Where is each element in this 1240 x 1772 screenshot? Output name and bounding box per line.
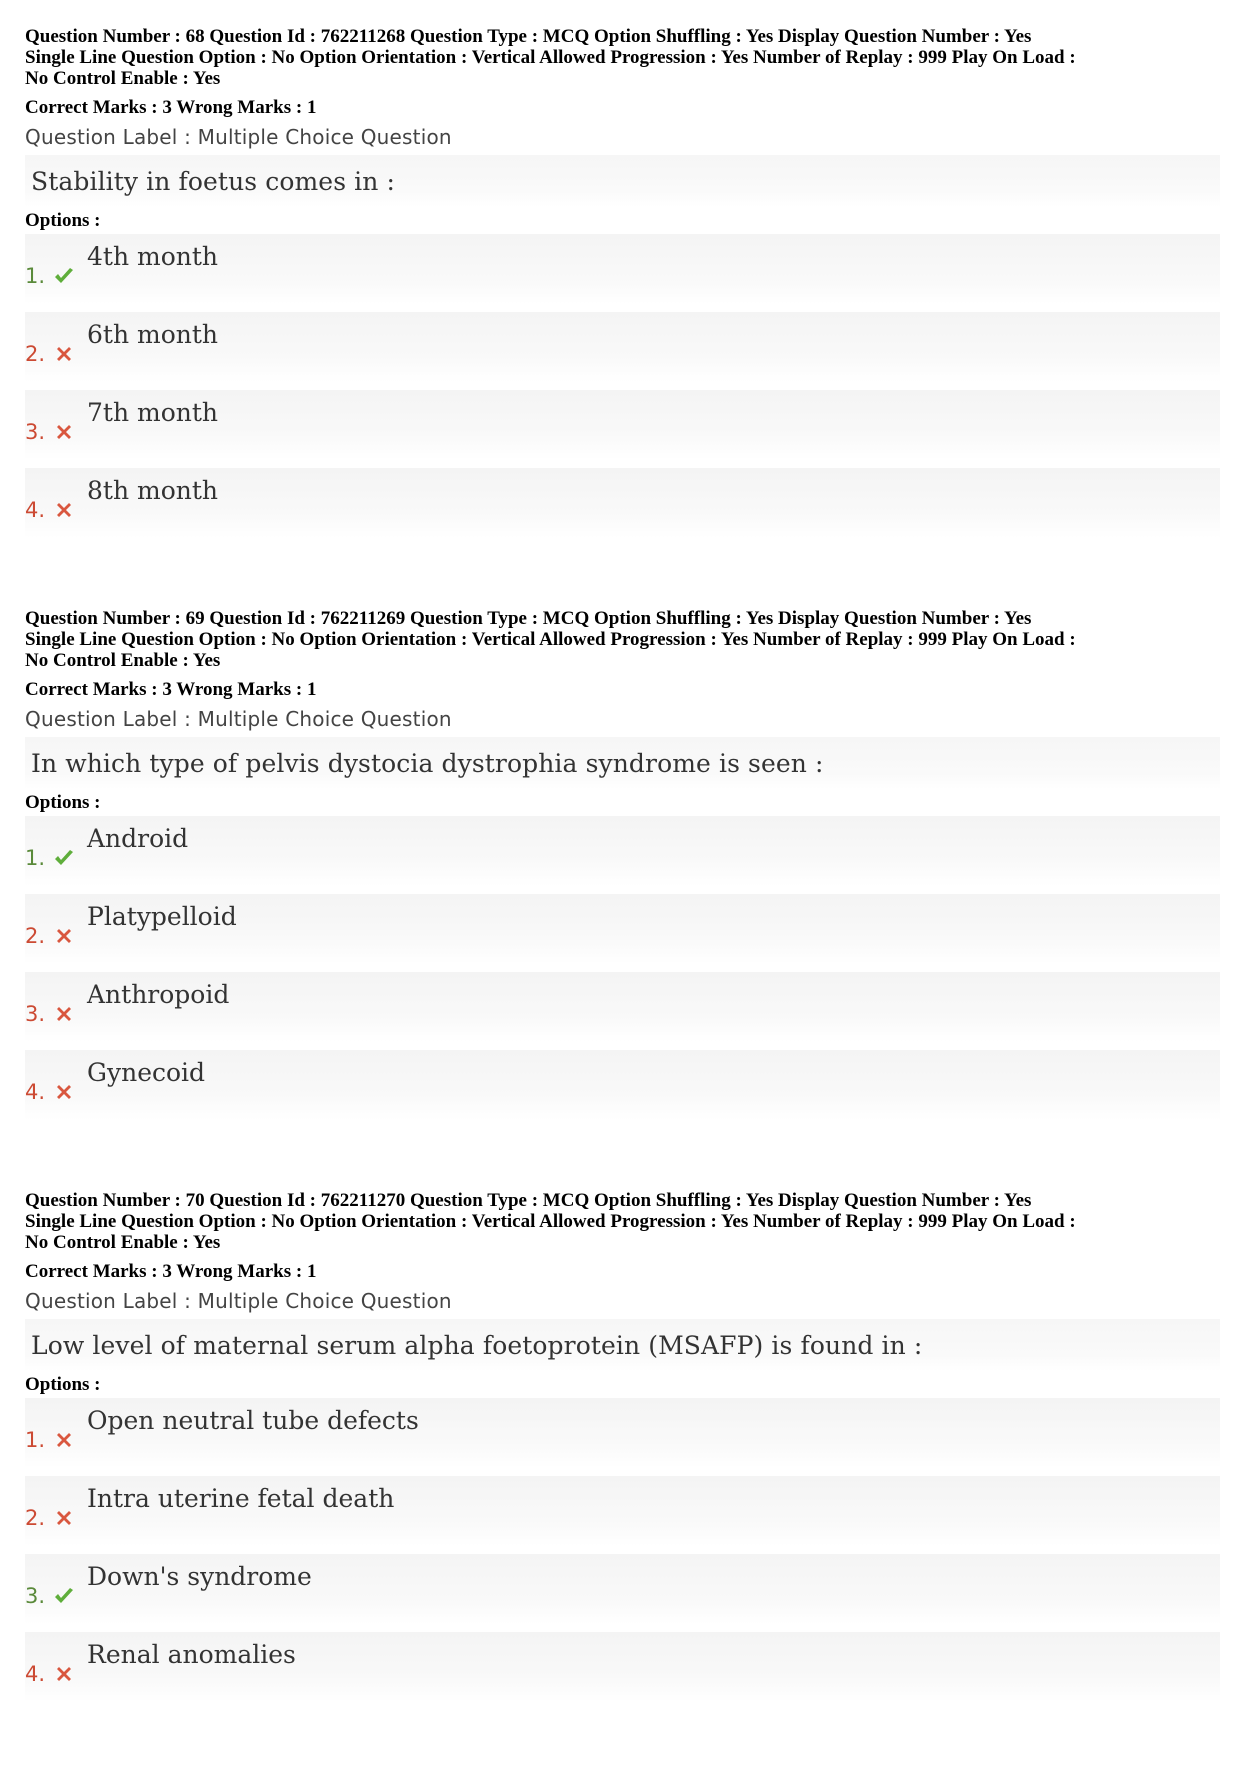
question-text: Stability in foetus comes in : — [31, 166, 396, 196]
cross-icon — [52, 1506, 76, 1530]
option-text: Renal anomalies — [87, 1640, 296, 1669]
question-meta — [25, 26, 1220, 89]
cross-icon — [52, 1080, 76, 1104]
option-item[interactable] — [25, 972, 1220, 1050]
question-marks: Correct Marks : 3 Wrong Marks : 1 — [25, 97, 317, 118]
option-item[interactable] — [25, 390, 1220, 468]
option-item[interactable] — [25, 468, 1220, 546]
cross-icon — [52, 1002, 76, 1026]
question-marks: Correct Marks : 3 Wrong Marks : 1 — [25, 1261, 317, 1282]
option-item[interactable] — [25, 1632, 1220, 1710]
option-number: 4. — [25, 1080, 46, 1104]
option-number: 4. — [25, 498, 46, 522]
option-text: Gynecoid — [87, 1058, 206, 1087]
question-meta-line: No Control Enable : Yes — [25, 68, 221, 89]
question-meta-line: Question Number : 70 Question Id : 762211270 Question Type : MCQ Option Shuffling : Yes Display Question Number : Yes — [25, 1190, 1032, 1211]
option-number: 1. — [25, 264, 46, 288]
question-block — [25, 608, 1220, 1190]
option-item[interactable] — [25, 1476, 1220, 1554]
option-number: 2. — [25, 924, 46, 948]
option-item[interactable] — [25, 234, 1220, 312]
option-number: 1. — [25, 846, 46, 870]
option-number: 1. — [25, 1428, 46, 1452]
option-item[interactable] — [25, 816, 1220, 894]
check-icon — [52, 1584, 76, 1608]
option-item[interactable] — [25, 1398, 1220, 1476]
option-text: 7th month — [87, 398, 219, 427]
options-label: Options : — [25, 1374, 101, 1395]
option-text: 6th month — [87, 320, 219, 349]
option-item[interactable] — [25, 1050, 1220, 1128]
question-meta-line: Single Line Question Option : No Option Orientation : Vertical Allowed Progression : Yes Number of Replay : 999 Play On Load : — [25, 629, 1076, 650]
cross-icon — [52, 342, 76, 366]
question-text-box — [25, 1319, 1220, 1371]
question-meta-line: Single Line Question Option : No Option Orientation : Vertical Allowed Progression : Yes Number of Replay : 999 Play On Load : — [25, 1211, 1076, 1232]
option-number: 3. — [25, 1584, 46, 1608]
option-number: 3. — [25, 420, 46, 444]
question-meta-line: No Control Enable : Yes — [25, 1232, 221, 1253]
question-block — [25, 1190, 1220, 1772]
question-label: Question Label : Multiple Choice Question — [25, 707, 452, 731]
options-label: Options : — [25, 210, 101, 231]
question-meta-line: Question Number : 69 Question Id : 762211269 Question Type : MCQ Option Shuffling : Yes Display Question Number : Yes — [25, 608, 1032, 629]
question-meta — [25, 1190, 1220, 1253]
question-meta — [25, 608, 1220, 671]
check-icon — [52, 264, 76, 288]
option-item[interactable] — [25, 312, 1220, 390]
question-meta-line: Question Number : 68 Question Id : 762211268 Question Type : MCQ Option Shuffling : Yes Display Question Number : Yes — [25, 26, 1032, 47]
question-text: In which type of pelvis dystocia dystrophia syndrome is seen : — [31, 748, 824, 778]
question-text-box — [25, 737, 1220, 789]
option-text: Anthropoid — [87, 980, 230, 1009]
option-item[interactable] — [25, 1554, 1220, 1632]
question-marks: Correct Marks : 3 Wrong Marks : 1 — [25, 679, 317, 700]
option-text: Android — [87, 824, 189, 853]
option-item[interactable] — [25, 894, 1220, 972]
cross-icon — [52, 1428, 76, 1452]
option-number: 3. — [25, 1002, 46, 1026]
cross-icon — [52, 420, 76, 444]
cross-icon — [52, 498, 76, 522]
option-text: 4th month — [87, 242, 219, 271]
question-text: Low level of maternal serum alpha foetoprotein (MSAFP) is found in : — [31, 1330, 923, 1360]
check-icon — [52, 846, 76, 870]
option-text: Intra uterine fetal death — [87, 1484, 395, 1513]
cross-icon — [52, 924, 76, 948]
option-text: Down's syndrome — [87, 1562, 312, 1591]
option-text: Platypelloid — [87, 902, 237, 931]
question-label: Question Label : Multiple Choice Question — [25, 125, 452, 149]
option-number: 2. — [25, 342, 46, 366]
option-text: Open neutral tube defects — [87, 1406, 419, 1435]
cross-icon — [52, 1662, 76, 1686]
options-label: Options : — [25, 792, 101, 813]
option-text: 8th month — [87, 476, 219, 505]
question-paper — [25, 26, 1220, 1772]
option-number: 4. — [25, 1662, 46, 1686]
question-label: Question Label : Multiple Choice Question — [25, 1289, 452, 1313]
option-number: 2. — [25, 1506, 46, 1530]
question-meta-line: No Control Enable : Yes — [25, 650, 221, 671]
question-text-box — [25, 155, 1220, 207]
question-meta-line: Single Line Question Option : No Option Orientation : Vertical Allowed Progression : Yes Number of Replay : 999 Play On Load : — [25, 47, 1076, 68]
question-block — [25, 26, 1220, 608]
